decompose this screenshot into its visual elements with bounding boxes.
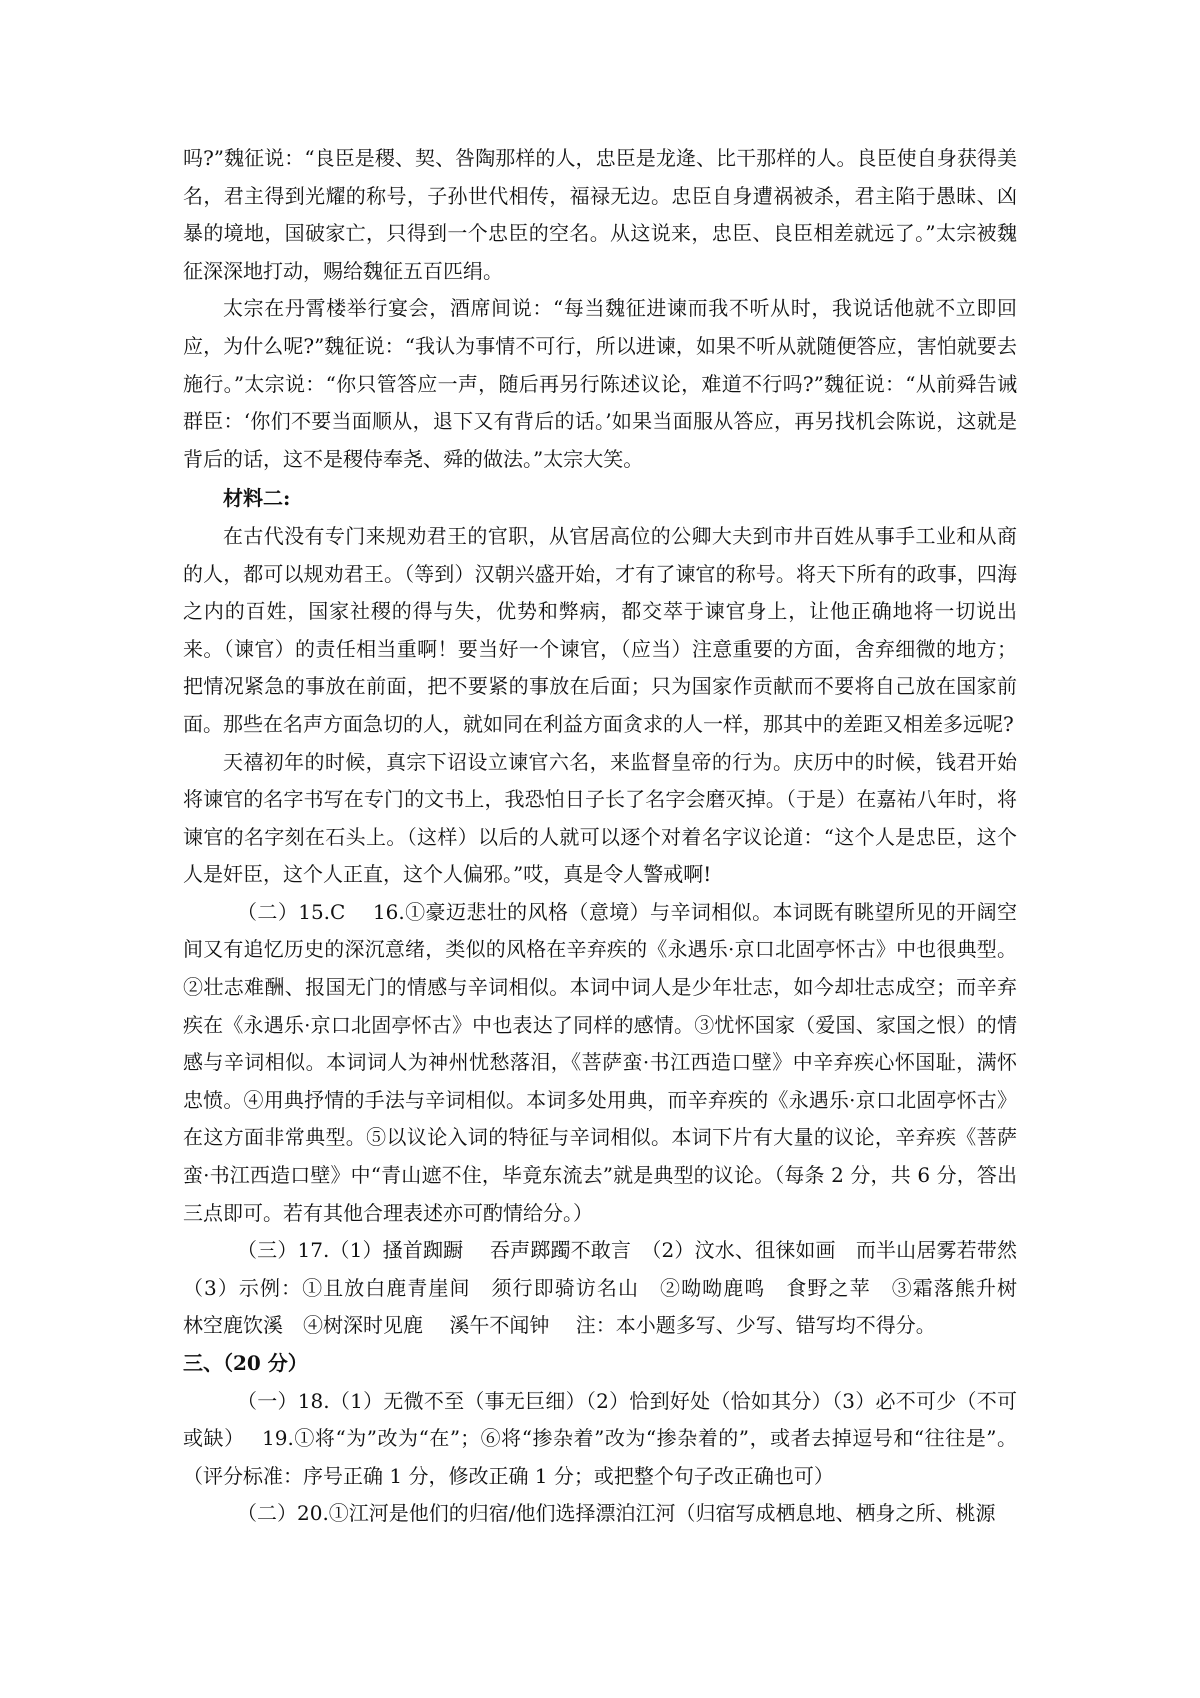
material-two-heading: 材料二: bbox=[223, 486, 291, 511]
answer-18-19: （一）18.（1）无微不至（事无巨细）（2）恰到好处（恰如其分）（3）必不可少（不可或缺） 19.①将“为”改为“在”；⑥将“掺杂着”改为“掺杂着的”，或者去掉逗号和“往往是”。（评分标准：序号正确 1 分，修改正确 1 分；或把整个句子改正确也可） bbox=[183, 1388, 1017, 1488]
document-body bbox=[183, 140, 1044, 1533]
section-three-heading: 三、（20 分） bbox=[183, 1351, 308, 1375]
paragraph-danxiao-banquet: 太宗在丹霄楼举行宴会，酒席间说：“每当魏征进谏而我不听从时，我说话他就不立即回应，为什么呢?”魏征说：“我认为事情不可行，所以进谏，如果不听从就随便答应，害怕就要去施行。”太宗说：“你只管答应一声，随后再另行陈述议论，难道不行吗?”魏征说：“从前舜告诫群臣：‘你们不要当面顺从，退下又有背后的话。’如果当面服从答应，再另找机会陈说，这就是背后的话，这不是稷侍奉尧、舜的做法。”太宗大笑。 bbox=[183, 296, 1017, 471]
paragraph-remonstrance-officials: 在古代没有专门来规劝君王的官职，从官居高位的公卿大夫到市井百姓从事手工业和从商的人，都可以规劝君王。（等到）汉朝兴盛开始，才有了谏官的称号。将天下所有的政事，四海之内的百姓，国家社稷的得与失，优势和弊病，都交萃于谏官身上，让他正确地将一切说出来。（谏官）的责任相当重啊！要当好一个谏官，（应当）注意重要的方面，舍弃细微的地方；把情况紧急的事放在前面，把不要紧的事放在后面；只为国家作贡献而不要将自己放在国家前面。那些在名声方面急切的人，就如同在利益方面贪求的人一样，那其中的差距又相差多远呢? bbox=[183, 523, 1017, 736]
answer-20: （二）20.①江河是他们的归宿/他们选择漂泊江河（归宿写成栖息地、栖身之所、桃源 bbox=[237, 1501, 996, 1526]
paragraph-wei-zheng-reply: 吗?”魏征说：“良臣是稷、契、咎陶那样的人，忠臣是龙逄、比干那样的人。良臣使自身获得美名，君主得到光耀的称号，子孙世代相传，福禄无边。忠臣自身遭祸被杀，君主陷于愚昧、凶暴的境地，国破家亡，只得到一个忠臣的空名。从这说来，忠臣、良臣相差就远了。”太宗被魏征深深地打动，赐给魏征五百匹绢。 bbox=[183, 146, 1017, 283]
answer-part-three: （三）17.（1）搔首踟蹰 吞声踯躅不敢言 （2）汶水、徂徕如画 而半山居雾若带然 （3）示例：①且放白鹿青崖间 须行即骑访名山 ②呦呦鹿鸣 食野之苹 ③霜落熊升树 林空鹿饮溪 ④树深时见鹿 溪午不闻钟 注：本小题多写、少写、错写均不得分。 bbox=[183, 1238, 1044, 1338]
paragraph-tianxi-era: 天禧初年的时候，真宗下诏设立谏官六名，来监督皇帝的行为。庆历中的时候，钱君开始将谏官的名字书写在专门的文书上，我恐怕日子长了名字会磨灭掉。（于是）在嘉祐八年时，将谏官的名字刻在石头上。（这样）以后的人就可以逐个对着名字议论道：“这个人是忠臣，这个人是奸臣，这个人正直，这个人偏邪。”哎，真是令人警戒啊! bbox=[183, 749, 1017, 887]
answer-part-two: （二）15.C 16.①豪迈悲壮的风格（意境）与辛词相似。本词既有眺望所见的开阔空间又有追忆历史的深沉意绪，类似的风格在辛弃疾的《永遇乐·京口北固亭怀古》中也很典型。②壮志难酬、报国无门的情感与辛词相似。本词中词人是少年壮志，如今却壮志成空；而辛弃疾在《永遇乐·京口北固亭怀古》中也表达了同样的感情。③忧怀国家（爱国、家国之恨）的情感与辛词相似。本词词人为神州忧愁落泪，《菩萨蛮·书江西造口壁》中辛弃疾心怀国耻，满怀忠愤。④用典抒情的手法与辛词相似。本词多处用典，而辛弃疾的《永遇乐·京口北固亭怀古》在这方面非常典型。⑤以议论入词的特征与辛词相似。本词下片有大量的议论，辛弃疾《菩萨蛮·书江西造口壁》中“青山遮不住，毕竟东流去”就是典型的议论。（每条 2 分，共 6 分，答出三点即可。若有其他合理表述亦可酌情给分。） bbox=[183, 899, 1017, 1225]
